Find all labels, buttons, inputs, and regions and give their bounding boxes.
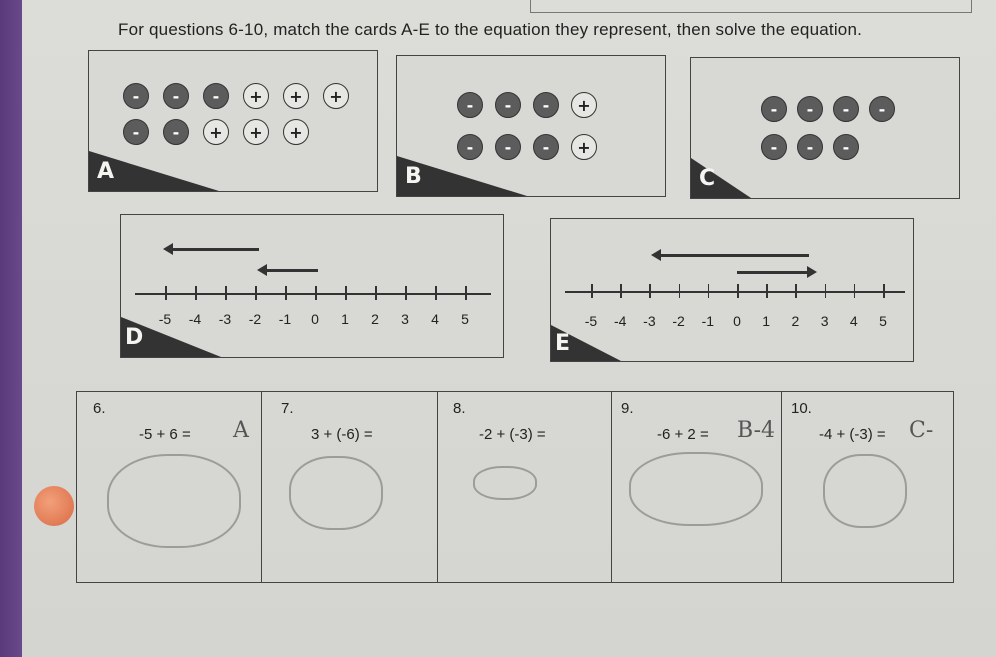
- number-line-label: 3: [401, 311, 409, 327]
- negative-counter-icon: -: [123, 83, 149, 109]
- positive-counter-icon: +: [323, 83, 349, 109]
- negative-counter-icon: -: [833, 96, 859, 122]
- question-answer: A: [233, 418, 249, 443]
- number-line-tick: [375, 286, 377, 300]
- number-line-tick: [435, 286, 437, 300]
- number-line-label: 1: [762, 313, 771, 329]
- positive-counter-icon: +: [243, 83, 269, 109]
- question-number: 7.: [281, 400, 294, 417]
- number-line-label: 3: [820, 313, 829, 329]
- arrowhead-icon: [651, 249, 661, 261]
- number-line-label: -2: [672, 313, 685, 329]
- card-c-letter: C: [699, 166, 716, 191]
- pencil-scribble: [289, 456, 383, 530]
- card-c: [690, 57, 960, 199]
- negative-counter-icon: -: [761, 96, 787, 122]
- negative-counter-icon: -: [123, 119, 149, 145]
- number-line-tick: [195, 286, 197, 300]
- number-line-tick: [737, 284, 739, 298]
- pencil-scribble: [629, 452, 763, 526]
- arrowhead-icon: [163, 243, 173, 255]
- number-line-label: 5: [461, 311, 469, 327]
- negative-counter-icon: -: [495, 92, 521, 118]
- number-line-label: -2: [248, 311, 262, 327]
- positive-counter-icon: +: [571, 134, 597, 160]
- number-line-tick: [165, 286, 167, 300]
- card-b-letter: B: [405, 164, 422, 189]
- negative-counter-icon: -: [163, 119, 189, 145]
- number-line-label: -5: [584, 313, 598, 329]
- number-line-tick: [620, 284, 622, 298]
- negative-counter-icon: -: [533, 134, 559, 160]
- card-a: [88, 50, 378, 192]
- card-e: [550, 218, 914, 362]
- sticker: [34, 486, 74, 526]
- negative-counter-icon: -: [869, 96, 895, 122]
- number-line-label: 0: [311, 311, 319, 327]
- pencil-scribble: [473, 466, 537, 500]
- question-expression: -2 + (-3) =: [479, 426, 546, 443]
- negative-counter-icon: -: [203, 83, 229, 109]
- number-line-label: -4: [613, 313, 627, 329]
- number-line-label: -5: [158, 311, 172, 327]
- number-line-tick: [649, 284, 651, 298]
- arrow-left-long: [169, 248, 259, 251]
- question-expression: -6 + 2 =: [657, 426, 709, 443]
- positive-counter-icon: +: [283, 83, 309, 109]
- arrowhead-icon: [807, 266, 817, 278]
- question-grid: [76, 391, 954, 583]
- instructions: For questions 6-10, match the cards A-E to the equation they represent, then solve the equation.: [118, 20, 863, 39]
- number-line-label: -1: [278, 311, 292, 327]
- card-d: [120, 214, 504, 358]
- question-expression: -5 + 6 =: [139, 426, 191, 443]
- number-line-tick: [315, 286, 317, 300]
- number-line-label: -1: [701, 313, 715, 329]
- number-line-label: -3: [218, 311, 232, 327]
- positive-counter-icon: +: [571, 92, 597, 118]
- number-line-tick: [708, 284, 710, 298]
- number-line: [135, 293, 491, 295]
- question-number: 6.: [93, 400, 106, 417]
- number-line-tick: [465, 286, 467, 300]
- number-line-label: 5: [879, 313, 887, 329]
- negative-counter-icon: -: [797, 134, 823, 160]
- number-line-tick: [591, 284, 593, 298]
- number-line-tick: [405, 286, 407, 300]
- number-line-label: -3: [643, 313, 656, 329]
- number-line-tick: [225, 286, 227, 300]
- negative-counter-icon: -: [797, 96, 823, 122]
- negative-counter-icon: -: [163, 83, 189, 109]
- negative-counter-icon: -: [457, 92, 483, 118]
- number-line-label: 4: [849, 313, 858, 329]
- card-a-letter: A: [97, 159, 115, 184]
- question-answer: C-: [909, 418, 934, 443]
- arrow-right: [737, 271, 807, 274]
- number-line-label: 1: [341, 311, 349, 327]
- number-line-tick: [795, 284, 797, 298]
- number-line-tick: [766, 284, 768, 298]
- number-line-label: 4: [431, 311, 439, 327]
- negative-counter-icon: -: [495, 134, 521, 160]
- question-number: 9.: [621, 400, 634, 417]
- number-line-label: 0: [733, 313, 741, 329]
- arrowhead-icon: [257, 264, 267, 276]
- top-rule: [530, 0, 972, 13]
- number-line-tick: [345, 286, 347, 300]
- card-d-letter: D: [125, 325, 144, 350]
- pencil-scribble: [823, 454, 907, 528]
- number-line-tick: [825, 284, 827, 298]
- number-line-tick: [679, 284, 681, 298]
- number-line-label: -4: [188, 311, 202, 327]
- arrow-left-short: [263, 269, 318, 272]
- card-e-letter: E: [555, 331, 571, 356]
- negative-counter-icon: -: [457, 134, 483, 160]
- question-expression: 3 + (-6) =: [311, 426, 373, 443]
- number-line-tick: [255, 286, 257, 300]
- positive-counter-icon: +: [243, 119, 269, 145]
- number-line-label: 2: [371, 311, 379, 327]
- question-answer: B-4: [737, 418, 776, 443]
- question-number: 10.: [791, 400, 812, 417]
- arrow-left-long: [659, 254, 809, 257]
- number-line-tick: [883, 284, 885, 298]
- number-line-label: 2: [791, 313, 800, 329]
- negative-counter-icon: -: [533, 92, 559, 118]
- negative-counter-icon: -: [761, 134, 787, 160]
- question-expression: -4 + (-3) =: [819, 426, 886, 443]
- negative-counter-icon: -: [833, 134, 859, 160]
- pencil-scribble: [107, 454, 241, 548]
- positive-counter-icon: +: [203, 119, 229, 145]
- number-line-tick: [854, 284, 856, 298]
- positive-counter-icon: +: [283, 119, 309, 145]
- card-b: [396, 55, 666, 197]
- number-line-tick: [285, 286, 287, 300]
- question-number: 8.: [453, 400, 466, 417]
